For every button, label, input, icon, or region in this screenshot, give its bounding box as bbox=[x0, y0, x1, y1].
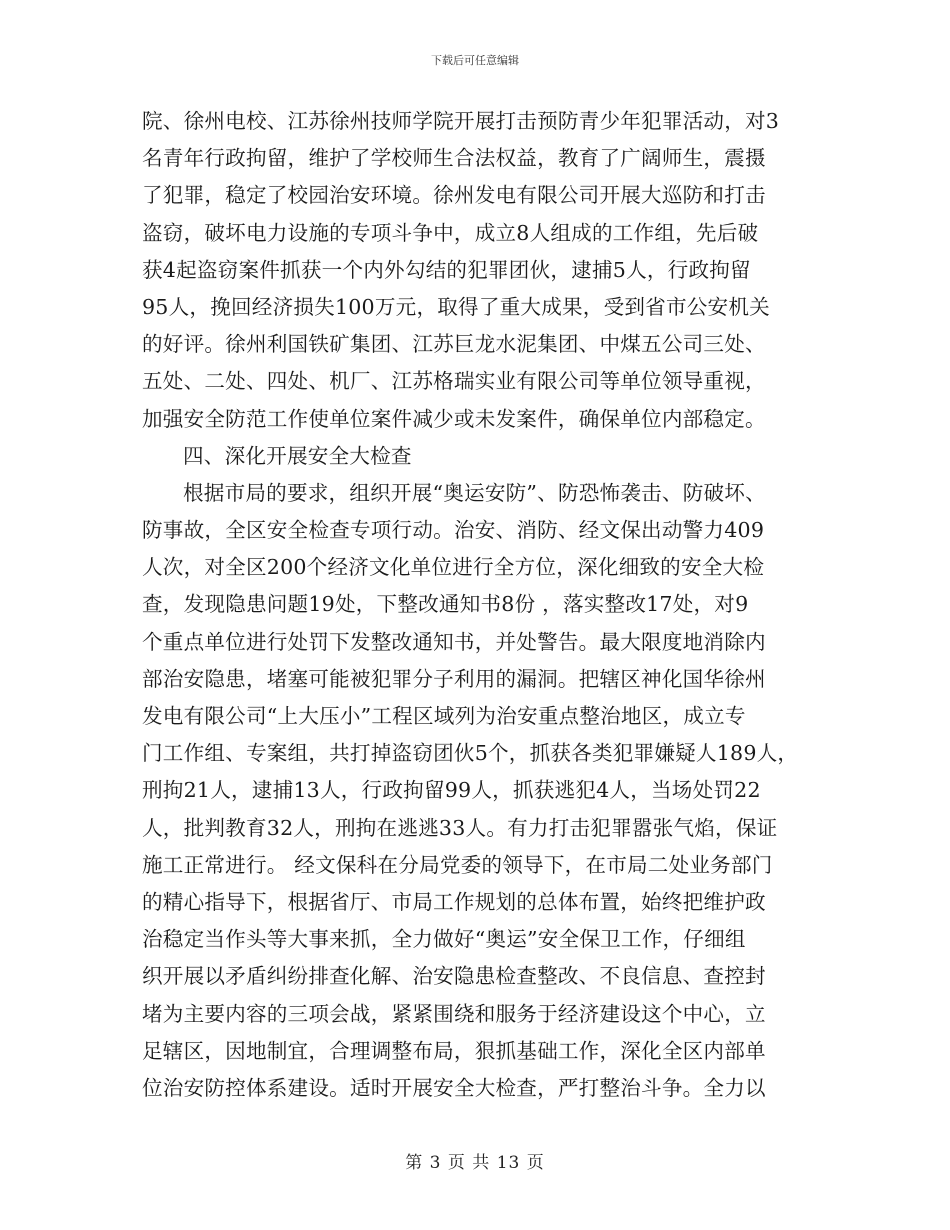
text-line: 查，发现隐患问题19处，下整改通知书8份 ，落实整改17处，对9 bbox=[142, 592, 749, 617]
text-line: 施工正常进行。 经文保科在分局党委的领导下，在市局二处业务部门 bbox=[142, 852, 773, 877]
text-line: 95人，挽回经济损失100万元，取得了重大成果，受到省市公安机关 bbox=[142, 294, 770, 319]
text-line: 名青年行政拘留，维护了学校师生合法权益，教育了广阔师生，震摄 bbox=[142, 146, 766, 171]
text-line: 织开展以矛盾纠纷排查化解、治安隐患检查整改、不良信息、查控封 bbox=[142, 964, 766, 989]
text-line: 治稳定当作头等大事来抓，全力做好“奥运”安全保卫工作，仔细组 bbox=[142, 927, 746, 952]
text-line: 根据市局的要求，组织开展“奥运安防”、防恐怖袭击、防破坏、 bbox=[183, 480, 766, 505]
text-line: 的精心指导下，根据省厅、市局工作规划的总体布置，始终把维护政 bbox=[142, 889, 766, 914]
text-line: 门工作组、专案组，共打掉盗窃团伙5个，抓获各类犯罪嫌疑人189人， bbox=[142, 741, 799, 766]
text-line: 堵为主要内容的三项会战，紧紧围绕和服务于经济建设这个中心，立 bbox=[142, 1001, 766, 1026]
text-line: 加强安全防范工作使单位案件减少或未发案件，确保单位内部稳定。 bbox=[142, 406, 766, 431]
text-line: 获4起盗窃案件抓获一个内外勾结的犯罪团伙，逮捕5人，行政拘留 bbox=[142, 257, 751, 282]
page-footer: 第 3 页 共 13 页 bbox=[405, 1153, 545, 1173]
text-line: 人次，对全区200个经济文化单位进行全方位，深化细致的安全大检 bbox=[142, 555, 765, 580]
text-line: 部治安隐患，堵塞可能被犯罪分子利用的漏洞。把辖区神化国华徐州 bbox=[142, 666, 766, 691]
text-line: 个重点单位进行处罚下发整改通知书，并处警告。最大限度地消除内 bbox=[142, 629, 766, 654]
document-body bbox=[142, 103, 832, 1107]
text-line: 五处、二处、四处、机厂、江苏格瑞实业有限公司等单位领导重视， bbox=[142, 369, 766, 394]
text-line: 发电有限公司“上大压小”工程区域列为治安重点整治地区，成立专 bbox=[142, 704, 746, 728]
text-line: 院、徐州电校、江苏徐州技师学院开展打击预防青少年犯罪活动，对3 bbox=[142, 109, 780, 133]
text-line: 人，批判教育32人，刑拘在逃逃33人。有力打击犯罪嚣张气焰，保证 bbox=[142, 815, 778, 840]
text-line: 盗窃，破坏电力设施的专项斗争中，成立8人组成的工作组，先后破 bbox=[142, 220, 759, 245]
text-line: 防事故，全区安全检查专项行动。治安、消防、经文保出动警力409 bbox=[142, 518, 765, 543]
text-line: 足辖区，因地制宜，合理调整布局，狠抓基础工作，深化全区内部单 bbox=[142, 1038, 766, 1063]
page-header: 下载后可任意编辑 bbox=[431, 54, 519, 67]
text-line: 位治安防控体系建设。适时开展安全大检查，严打整治斗争。全力以 bbox=[142, 1075, 766, 1100]
text-line: 四、深化开展安全大检查 bbox=[183, 443, 412, 468]
text-line: 了犯罪，稳定了校园治安环境。徐州发电有限公司开展大巡防和打击 bbox=[142, 183, 766, 208]
text-line: 的好评。徐州利国铁矿集团、江苏巨龙水泥集团、中煤五公司三处、 bbox=[142, 332, 766, 357]
text-line: 刑拘21人，逮捕13人，行政拘留99人，抓获逃犯4人，当场处罚22 bbox=[142, 778, 761, 803]
